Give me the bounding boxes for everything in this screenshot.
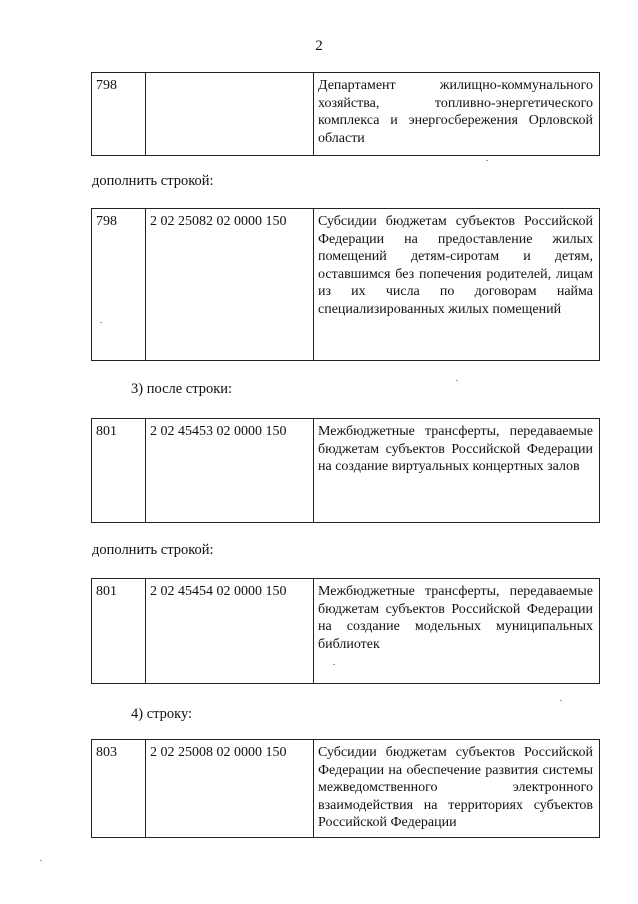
instruction-row: 4) строку: xyxy=(131,706,193,722)
table-row xyxy=(92,740,600,838)
instruction-add-row: дополнить строкой: xyxy=(92,173,214,189)
name-cell: Межбюджетные трансферты, передаваемые бюджетам субъектов Российской Федерации на создание виртуальных концертных залов xyxy=(314,419,600,523)
name-cell: Субсидии бюджетам субъектов Российской Федерации на предоставление жилых помещений детям-сиротам и детям, оставшимся без попечения родителей, лицам из их числа по договорам найма специализированных жилых помещений xyxy=(314,209,600,361)
kbk-cell: 2 02 45454 02 0000 150 xyxy=(146,579,314,684)
code-cell: 803 xyxy=(92,740,146,838)
code-cell: 801 xyxy=(92,419,146,523)
instruction-after-row: 3) после строки: xyxy=(131,381,233,397)
code-cell: 798 xyxy=(92,73,146,156)
scan-speck xyxy=(560,700,562,701)
scan-speck xyxy=(456,380,458,381)
scan-speck xyxy=(100,322,102,323)
instruction-add-row: дополнить строкой: xyxy=(92,542,214,558)
table-transfer-801-concert xyxy=(91,418,600,523)
page-number: 2 xyxy=(315,38,323,54)
code-cell: 798 xyxy=(92,209,146,361)
kbk-cell: 2 02 45453 02 0000 150 xyxy=(146,419,314,523)
scan-speck xyxy=(40,860,42,861)
kbk-cell: 2 02 25082 02 0000 150 xyxy=(146,209,314,361)
scan-speck xyxy=(486,160,488,161)
table-department-798 xyxy=(91,72,600,156)
table-row xyxy=(92,419,600,523)
name-cell: Межбюджетные трансферты, передаваемые бюджетам субъектов Российской Федерации на создание модельных муниципальных библиотек xyxy=(314,579,600,684)
kbk-cell: 2 02 25008 02 0000 150 xyxy=(146,740,314,838)
table-subsidy-798 xyxy=(91,208,600,361)
name-cell: Департамент жилищно-коммунального хозяйства, топливно-энергетического комплекса и энергосбережения Орловской области xyxy=(314,73,600,156)
scan-speck xyxy=(333,664,335,665)
table-row xyxy=(92,579,600,684)
table-subsidy-803 xyxy=(91,739,600,838)
table-transfer-801-library xyxy=(91,578,600,684)
code-cell: 801 xyxy=(92,579,146,684)
kbk-cell xyxy=(146,73,314,156)
name-cell: Субсидии бюджетам субъектов Российской Федерации на обеспечение развития системы межведомственного электронного взаимодействия на территориях субъектов Российской Федерации xyxy=(314,740,600,838)
table-row xyxy=(92,209,600,361)
table-row xyxy=(92,73,600,156)
